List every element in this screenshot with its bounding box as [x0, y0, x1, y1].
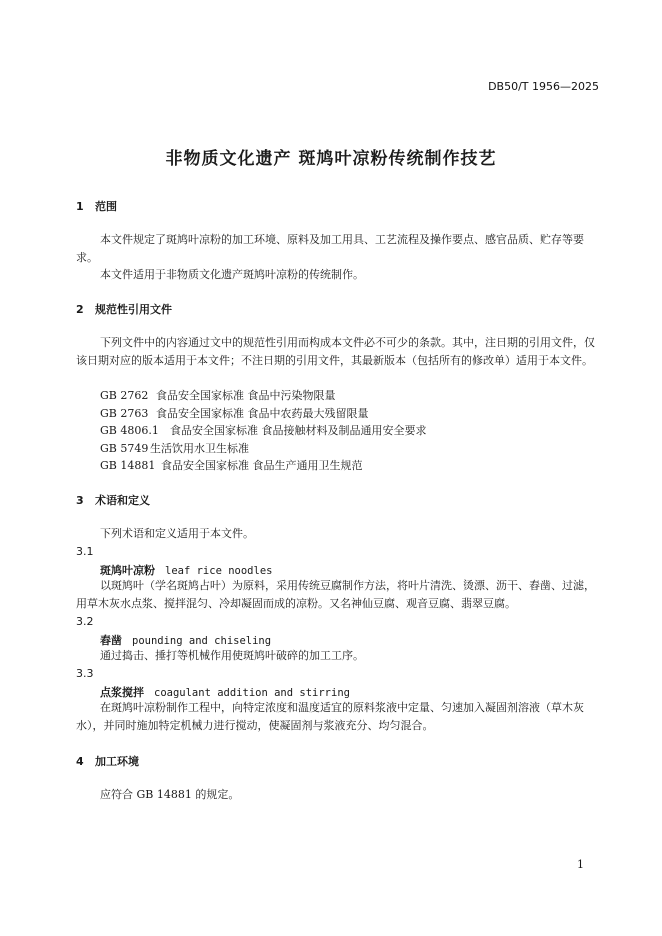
paragraph-terms-intro: 下列术语和定义适用于本文件。 [100, 527, 254, 540]
reference-item [100, 457, 363, 473]
reference-title: 生活饮用水卫生标准 [150, 442, 249, 455]
reference-title: 食品安全国家标准 食品中污染物限量 [156, 389, 336, 402]
section-title: 范围 [95, 200, 117, 213]
term-number: 3.2 [76, 615, 94, 628]
section-title: 规范性引用文件 [95, 303, 172, 316]
term-en: leaf rice noodles [165, 565, 273, 577]
term-en: pounding and chiseling [132, 635, 272, 647]
paragraph-scope-2: 本文件适用于非物质文化遗产斑鸠叶凉粉的传统制作。 [100, 268, 364, 281]
reference-code: GB 5749 [100, 442, 149, 455]
paragraph-scope-1: 本文件规定了斑鸠叶凉粉的加工环境、原料及加工用具、工艺流程及操作要点、感官品质、贮存等要求。 [76, 233, 584, 264]
paragraph-processing-environment: 应符合 GB 14881 的规定。 [100, 788, 240, 801]
section-number: 1 [76, 200, 84, 213]
document-title: 非物质文化遗产 斑鸠叶凉粉传统制作技艺 [165, 149, 497, 169]
term-number: 3.3 [76, 667, 94, 680]
reference-item [100, 387, 336, 403]
reference-code: GB 2762 [100, 389, 149, 402]
reference-item [100, 405, 369, 421]
section-heading-terms-definitions [76, 492, 150, 508]
section-heading-normative-references [76, 301, 172, 317]
section-number: 3 [76, 494, 84, 507]
section-number: 4 [76, 755, 84, 768]
term-zh: 舂凿 [100, 634, 122, 647]
reference-code: GB 14881 [100, 459, 156, 472]
term-entry [100, 684, 350, 700]
term-number: 3.1 [76, 545, 94, 558]
reference-item [100, 422, 427, 438]
reference-title: 食品安全国家标准 食品接触材料及制品通用安全要求 [170, 424, 427, 437]
term-en: coagulant addition and stirring [154, 687, 350, 699]
term-entry [100, 632, 271, 648]
paragraph-references-intro: 下列文件中的内容通过文中的规范性引用而构成本文件必不可少的条款。其中，注日期的引用文件，仅该日期对应的版本适用于本文件；不注日期的引用文件，其最新版本（包括所有的修改单）适用于本文件。 [76, 336, 595, 367]
reference-title: 食品安全国家标准 食品生产通用卫生规范 [161, 459, 363, 472]
page-number: 1 [577, 858, 584, 871]
section-heading-scope [76, 198, 117, 214]
reference-code: GB 4806.1 [100, 424, 159, 437]
term-definition: 在斑鸠叶凉粉制作工程中，向特定浓度和温度适宜的原料浆液中定量、匀速加入凝固剂溶液（草木灰水），并同时施加特定机械力进行搅动，使凝固剂与浆液充分、均匀混合。 [76, 701, 584, 732]
standard-code: DB50/T 1956—2025 [488, 80, 599, 93]
section-number: 2 [76, 303, 84, 316]
reference-title: 食品安全国家标准 食品中农药最大残留限量 [156, 407, 369, 420]
term-definition: 以斑鸠叶（学名斑鸠占叶）为原料，采用传统豆腐制作方法，将叶片清洗、烫漂、沥干、舂凿、过滤，用草木灰水点浆、搅拌混匀、冷却凝固而成的凉粉。又名神仙豆腐、观音豆腐、翡翠豆腐。 [76, 579, 595, 610]
reference-code: GB 2763 [100, 407, 149, 420]
term-zh: 斑鸠叶凉粉 [100, 564, 155, 577]
term-entry [100, 562, 272, 578]
section-title: 加工环境 [95, 755, 139, 768]
term-zh: 点浆搅拌 [100, 686, 144, 699]
term-definition: 通过捣击、捶打等机械作用使斑鸠叶破碎的加工工序。 [100, 649, 364, 662]
section-heading-processing-environment [76, 753, 139, 769]
section-title: 术语和定义 [95, 494, 150, 507]
reference-item [100, 440, 249, 456]
